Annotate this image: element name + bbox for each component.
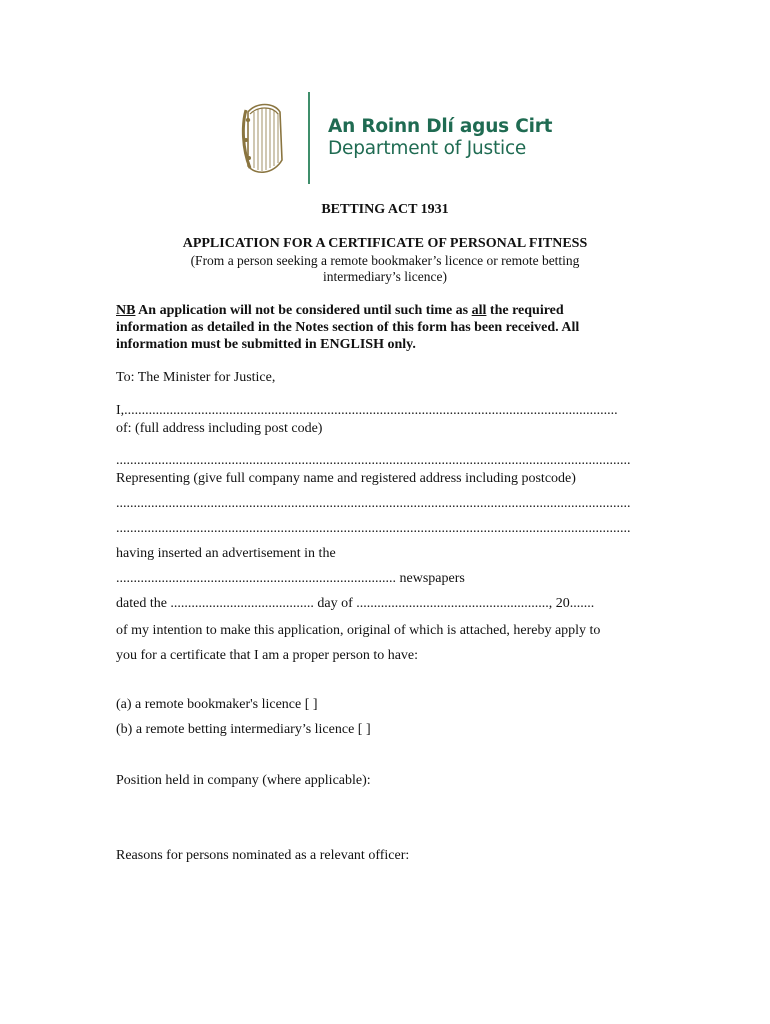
certificate-statement: you for a certificate that I am a proper person to have: xyxy=(116,648,419,663)
nb-line-1: NB An application will not be considered until such time as all the required xyxy=(116,303,564,318)
position-held-label: Position held in company (where applicable): xyxy=(116,773,371,788)
application-title: APPLICATION FOR A CERTIFICATE OF PERSONAL FITNESS xyxy=(182,236,588,251)
nb-notice xyxy=(116,302,656,353)
option-remote-betting-intermediary[interactable]: (b) a remote betting intermediary’s licence [ ] xyxy=(116,722,371,737)
option-remote-bookmaker[interactable]: (a) a remote bookmaker's licence [ ] xyxy=(116,697,318,712)
subtitle-line-2: intermediary’s licence) xyxy=(322,269,448,284)
nb-line-2: information as detailed in the Notes section of this form has been received. All xyxy=(116,320,580,335)
advertisement-label: having inserted an advertisement in the xyxy=(116,546,336,561)
department-name-english: Department of Justice xyxy=(328,138,527,159)
address-field[interactable]: ................................................................................................................................................... xyxy=(116,453,631,468)
intention-statement: of my intention to make this application, original of which is attached, hereby apply to xyxy=(116,623,601,638)
address-label: of: (full address including post code) xyxy=(116,421,323,436)
nb-label: NB xyxy=(116,303,136,318)
relevant-officer-reasons-label: Reasons for persons nominated as a relevant officer: xyxy=(116,848,410,863)
harp-emblem-icon xyxy=(236,100,292,180)
department-logo xyxy=(236,92,553,187)
addressee-line: To: The Minister for Justice, xyxy=(116,370,276,385)
date-field[interactable]: dated the ......................................... day of ......................................................., 20....... xyxy=(116,596,595,611)
nb-all-emphasis: all xyxy=(471,303,487,318)
logo-divider xyxy=(308,92,310,184)
company-field-line-2[interactable]: ................................................................................................................................................... xyxy=(116,521,631,536)
act-title: BETTING ACT 1931 xyxy=(321,202,449,217)
representing-label: Representing (give full company name and registered address including postcode) xyxy=(116,471,576,486)
company-field-line-1[interactable]: ................................................................................................................................................... xyxy=(116,496,631,511)
newspapers-field[interactable]: ................................................................................ newspapers xyxy=(116,571,465,586)
nb-line-3: information must be submitted in ENGLISH only. xyxy=(116,337,416,352)
department-name-irish: An Roinn Dlí agus Cirt xyxy=(328,116,553,137)
applicant-name-field[interactable]: I,............................................................................................................................................. xyxy=(116,403,618,418)
subtitle-line-1: (From a person seeking a remote bookmaker’s licence or remote betting xyxy=(190,253,580,268)
